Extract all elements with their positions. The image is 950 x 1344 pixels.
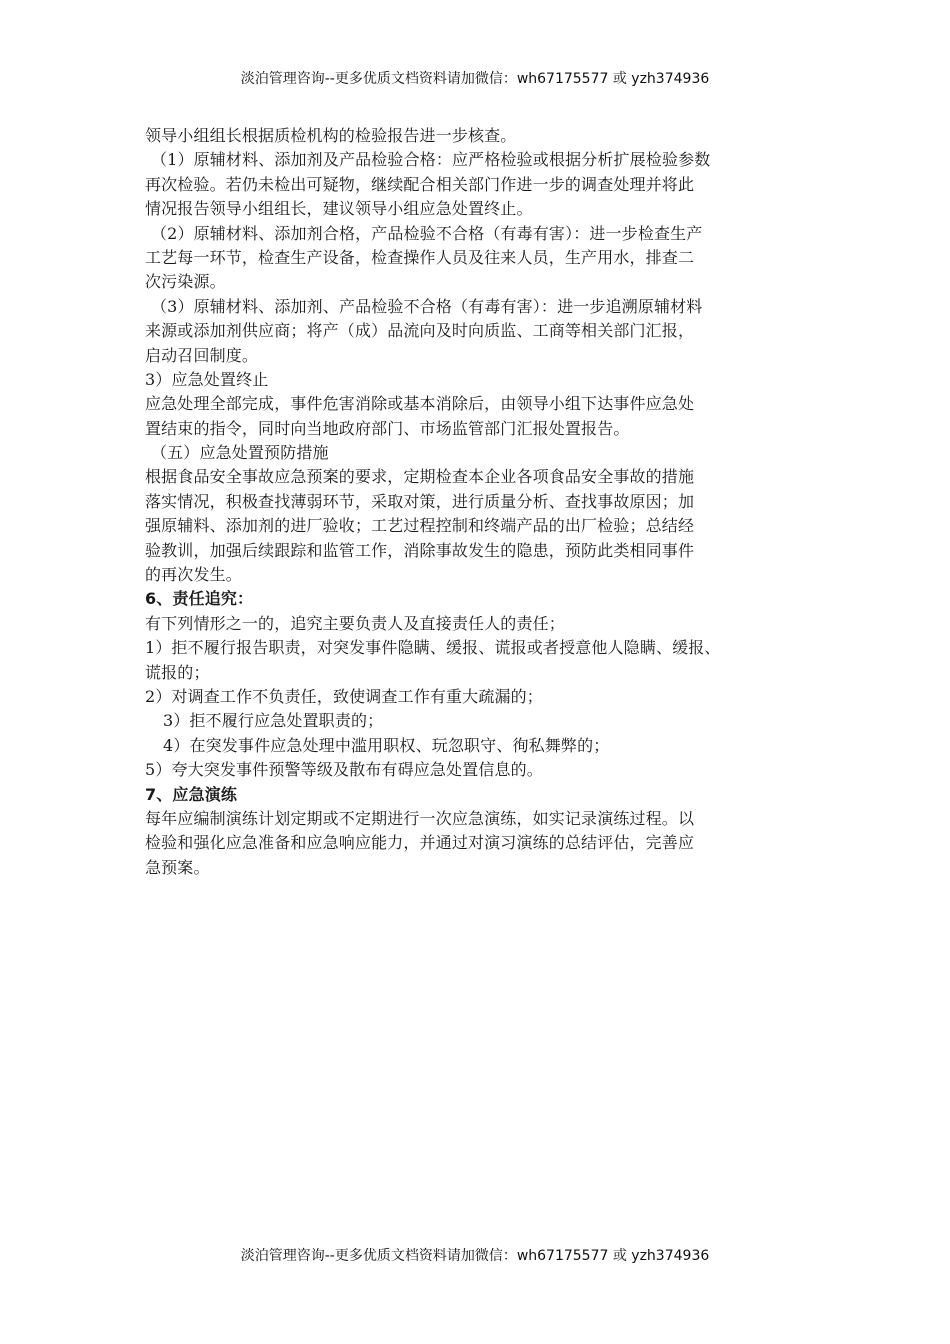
- list-item: 1）拒不履行报告职责，对突发事件隐瞒、缓报、谎报或者授意他人隐瞒、缓报、: [145, 638, 721, 658]
- paragraph-line: 置结束的指令，同时向当地政府部门、市场监管部门汇报处置报告。: [145, 418, 630, 438]
- document-body: [145, 124, 825, 880]
- paragraph-line: 启动召回制度。: [145, 345, 259, 365]
- section-heading: 7、应急演练: [145, 784, 238, 804]
- paragraph-line: 再次检验。若仍未检出可疑物，继续配合相关部门作进一步的调查处理并将此: [145, 174, 695, 194]
- paragraph-line: 次污染源。: [145, 272, 226, 292]
- paragraph-line: 应急处理全部完成，事件危害消除或基本消除后，由领导小组下达事件应急处: [145, 394, 695, 414]
- paragraph-line: 每年应编制演练计划定期或不定期进行一次应急演练，如实记录演练过程。以: [145, 808, 695, 828]
- paragraph-line: 验教训，加强后续跟踪和监管工作，消除事故发生的隐患，预防此类相同事件: [145, 540, 695, 560]
- paragraph-line: 强原辅料、添加剂的进厂验收；工艺过程控制和终端产品的出厂检验；总结经: [145, 516, 695, 536]
- paragraph-line: 检验和强化应急准备和应急响应能力，并通过对演习演练的总结评估，完善应: [145, 833, 695, 853]
- paragraph-line: （五）应急处置预防措施: [151, 443, 329, 463]
- paragraph-line: 落实情况，积极查找薄弱环节，采取对策，进行质量分析、查找事故原因；加: [145, 491, 695, 511]
- list-item-continuation: 谎报的；: [145, 662, 210, 682]
- paragraph-line: （2）原辅材料、添加剂合格，产品检验不合格（有毒有害）：进一步检查生产: [151, 223, 703, 243]
- paragraph-line: （1）原辅材料、添加剂及产品检验合格：应严格检验或根据分析扩展检验参数: [151, 150, 711, 170]
- paragraph-line: （3）原辅材料、添加剂、产品检验不合格（有毒有害）：进一步追溯原辅材料: [151, 296, 703, 316]
- paragraph-line: 情况报告领导小组组长，建议领导小组应急处置终止。: [145, 199, 533, 219]
- section-heading: 6、责任追究：: [145, 589, 254, 609]
- list-item: 4）在突发事件应急处理中滥用职权、玩忽职守、徇私舞弊的；: [163, 735, 610, 755]
- paragraph-line: 领导小组组长根据质检机构的检验报告进一步核查。: [145, 126, 517, 145]
- paragraph-line: 3）应急处置终止: [145, 369, 269, 389]
- page-footer: 淡泊管理咨询--更多优质文档资料请加微信：wh67175577 或 yzh374936: [240, 1248, 710, 1264]
- paragraph-line: 有下列情形之一的，追究主要负责人及直接责任人的责任；: [145, 613, 565, 633]
- paragraph-line: 急预案。: [145, 857, 210, 877]
- list-item: 3）拒不履行应急处置职责的；: [163, 711, 384, 731]
- page-header: 淡泊管理咨询--更多优质文档资料请加微信：wh67175577 或 yzh374936: [240, 71, 710, 87]
- paragraph-line: 来源或添加剂供应商；将产（成）品流向及时向质监、工商等相关部门汇报，: [145, 321, 695, 341]
- paragraph-line: 的再次发生。: [145, 565, 242, 585]
- list-item: 2）对调查工作不负责任，致使调查工作有重大疏漏的；: [145, 686, 543, 706]
- paragraph-line: 根据食品安全事故应急预案的要求，定期检查本企业各项食品安全事故的措施: [145, 467, 695, 487]
- paragraph-line: 工艺每一环节，检查生产设备，检查操作人员及往来人员，生产用水，排查二: [145, 247, 695, 267]
- list-item: 5）夸大突发事件预警等级及散布有碍应急处置信息的。: [145, 760, 543, 780]
